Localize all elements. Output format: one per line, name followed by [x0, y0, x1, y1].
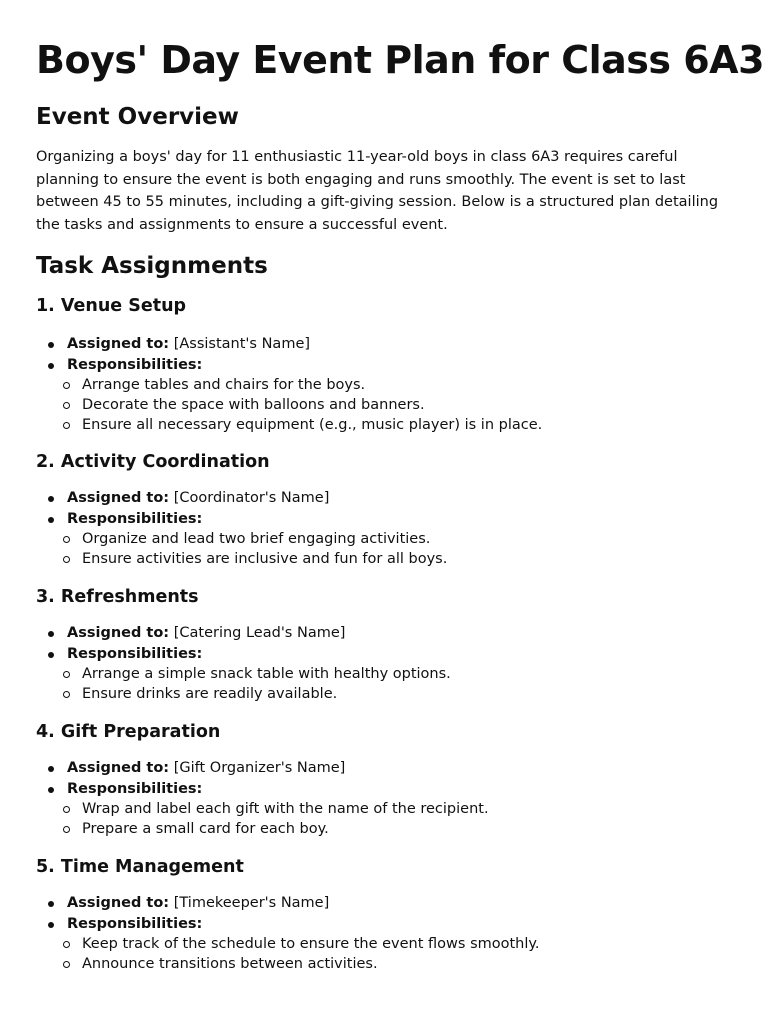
assigned-to-label: Assigned to:	[67, 895, 170, 911]
assignee-name: [Assistant's Name]	[173, 336, 311, 352]
responsibility-item: Announce transitions between activities.	[59, 954, 736, 974]
responsibilities-item	[36, 914, 736, 975]
responsibilities-list	[59, 529, 736, 569]
assigned-to-item	[36, 334, 736, 355]
task-title: 4. Gift Preparation	[36, 722, 221, 742]
assigned-to-item	[36, 758, 736, 779]
responsibilities-label: Responsibilities:	[67, 510, 203, 527]
responsibilities-item	[36, 644, 736, 705]
responsibility-item: Prepare a small card for each boy.	[59, 819, 736, 839]
task-section-time-management	[36, 855, 736, 974]
task-details-list	[36, 623, 736, 704]
assigned-to-label: Assigned to:	[67, 760, 170, 776]
task-details-list	[36, 758, 736, 839]
task-section-activity-coordination	[36, 450, 736, 569]
assignee-name: [Catering Lead's Name]	[173, 625, 346, 641]
responsibility-item: Decorate the space with balloons and banners.	[59, 395, 736, 415]
responsibilities-item	[36, 509, 736, 570]
assigned-to-label: Assigned to:	[67, 625, 170, 641]
task-assignments-heading: Task Assignments	[36, 253, 268, 279]
responsibilities-list	[59, 375, 736, 436]
responsibilities-label: Responsibilities:	[67, 915, 203, 932]
page-title: Boys' Day Event Plan for Class 6A3	[36, 38, 765, 82]
responsibilities-label: Responsibilities:	[67, 780, 203, 797]
assignee-name: [Coordinator's Name]	[173, 490, 330, 506]
responsibilities-label: Responsibilities:	[67, 356, 203, 373]
responsibility-item: Keep track of the schedule to ensure the event flows smoothly.	[59, 934, 736, 954]
responsibility-item: Ensure all necessary equipment (e.g., music player) is in place.	[59, 415, 736, 435]
assignee-name: [Gift Organizer's Name]	[173, 760, 346, 776]
assigned-to-label: Assigned to:	[67, 336, 170, 352]
task-title: 1. Venue Setup	[36, 296, 187, 316]
task-details-list	[36, 488, 736, 569]
assignee-name: [Timekeeper's Name]	[173, 895, 330, 911]
task-section-venue-setup	[36, 294, 736, 436]
responsibilities-list	[59, 799, 736, 839]
responsibilities-list	[59, 934, 736, 974]
overview-paragraph: Organizing a boys' day for 11 enthusiastic 11-year-old boys in class 6A3 requires careful planning to ensure the event is both engaging and runs smoothly. The event is set to last between 45 to 55 minutes, including a gift-giving session. Below is a structured plan detailing the tasks and assignments to ensure a successful event.	[36, 149, 719, 233]
assigned-to-item	[36, 893, 736, 914]
responsibilities-item	[36, 779, 736, 840]
assigned-to-label: Assigned to:	[67, 490, 170, 506]
responsibilities-label: Responsibilities:	[67, 645, 203, 662]
task-details-list	[36, 893, 736, 974]
responsibility-item: Arrange a simple snack table with healthy options.	[59, 664, 736, 684]
responsibility-item: Wrap and label each gift with the name of the recipient.	[59, 799, 736, 819]
task-title: 3. Refreshments	[36, 587, 199, 607]
responsibility-item: Ensure activities are inclusive and fun for all boys.	[59, 549, 736, 569]
task-title: 5. Time Management	[36, 857, 244, 877]
task-title: 2. Activity Coordination	[36, 452, 270, 472]
responsibilities-list	[59, 664, 736, 704]
responsibilities-item	[36, 355, 736, 436]
assigned-to-item	[36, 488, 736, 509]
task-section-gift-preparation	[36, 720, 736, 839]
responsibility-item: Organize and lead two brief engaging activities.	[59, 529, 736, 549]
assigned-to-item	[36, 623, 736, 644]
task-details-list	[36, 334, 736, 436]
responsibility-item: Arrange tables and chairs for the boys.	[59, 375, 736, 395]
overview-heading: Event Overview	[36, 104, 239, 130]
task-section-refreshments	[36, 585, 736, 704]
responsibility-item: Ensure drinks are readily available.	[59, 684, 736, 704]
